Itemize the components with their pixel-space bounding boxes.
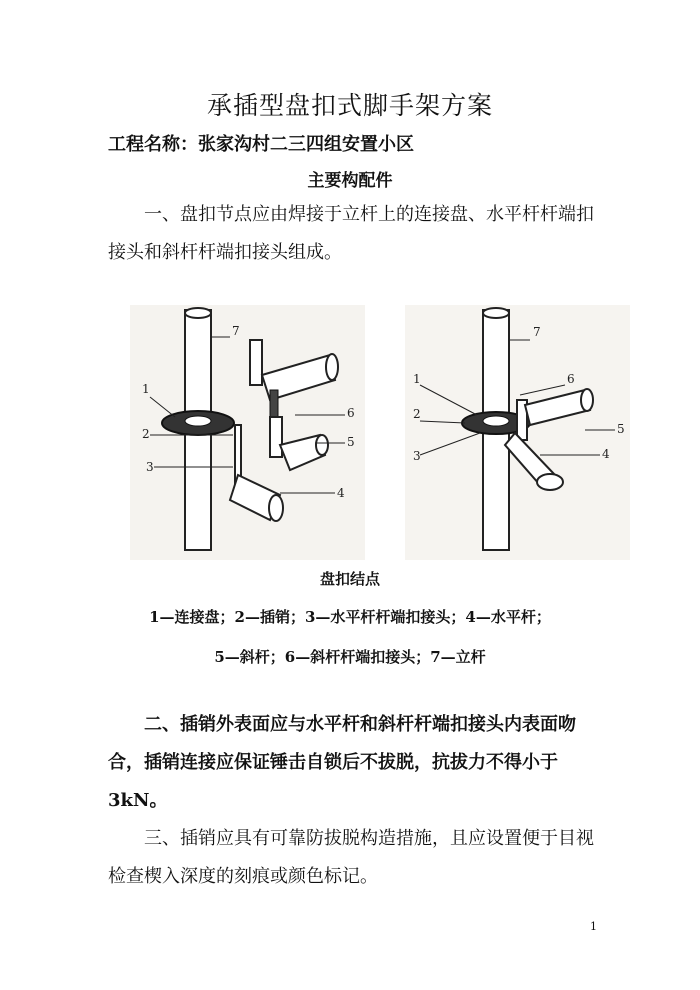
right-label-5: 5 (617, 422, 625, 436)
paragraph-1: 一、盘扣节点应由焊接于立杆上的连接盘、水平杆杆端扣接头和斜杆杆端扣接头组成。 (108, 204, 594, 263)
figure-caption: 盘扣结点 (319, 570, 380, 588)
node-illustration-left (130, 305, 365, 560)
right-label-1: 1 (413, 372, 421, 386)
figure-legend-line-1: 1—连接盘；2—插销；3—水平杆杆端扣接头；4—水平杆； (149, 608, 551, 626)
section-heading: 主要构配件 (307, 171, 393, 191)
paragraph-2: 二、插销外表面应与水平杆和斜杆杆端扣接头内表面吻合，插销连接应保证锤击自锁后不拔脱，抗拔力不得小于3kN。 (108, 714, 576, 811)
right-label-7: 7 (533, 325, 541, 339)
left-label-6: 6 (347, 406, 355, 420)
paragraph-3: 三、插销应具有可靠防拔脱构造措施，且应设置便于目视检查楔入深度的刻痕或颜色标记。 (108, 828, 594, 887)
left-label-2: 2 (142, 427, 150, 441)
page-number: 1 (590, 920, 597, 933)
left-label-5: 5 (347, 435, 355, 449)
left-label-4: 4 (337, 486, 345, 500)
node-figure (130, 305, 630, 560)
left-label-7: 7 (232, 324, 240, 338)
project-name: 工程名称：张家沟村二三四组安置小区 (108, 134, 414, 155)
right-label-6: 6 (567, 372, 575, 386)
right-label-3: 3 (413, 449, 421, 463)
left-label-1: 1 (142, 382, 150, 396)
node-illustration-right (405, 305, 630, 560)
right-label-2: 2 (413, 407, 421, 421)
figure-legend-line-2: 5—斜杆；6—斜杆杆端扣接头；7—立杆 (214, 648, 486, 666)
document-title: 承插型盘扣式脚手架方案 (206, 91, 493, 120)
left-label-3: 3 (146, 460, 154, 474)
right-label-4: 4 (602, 447, 610, 461)
